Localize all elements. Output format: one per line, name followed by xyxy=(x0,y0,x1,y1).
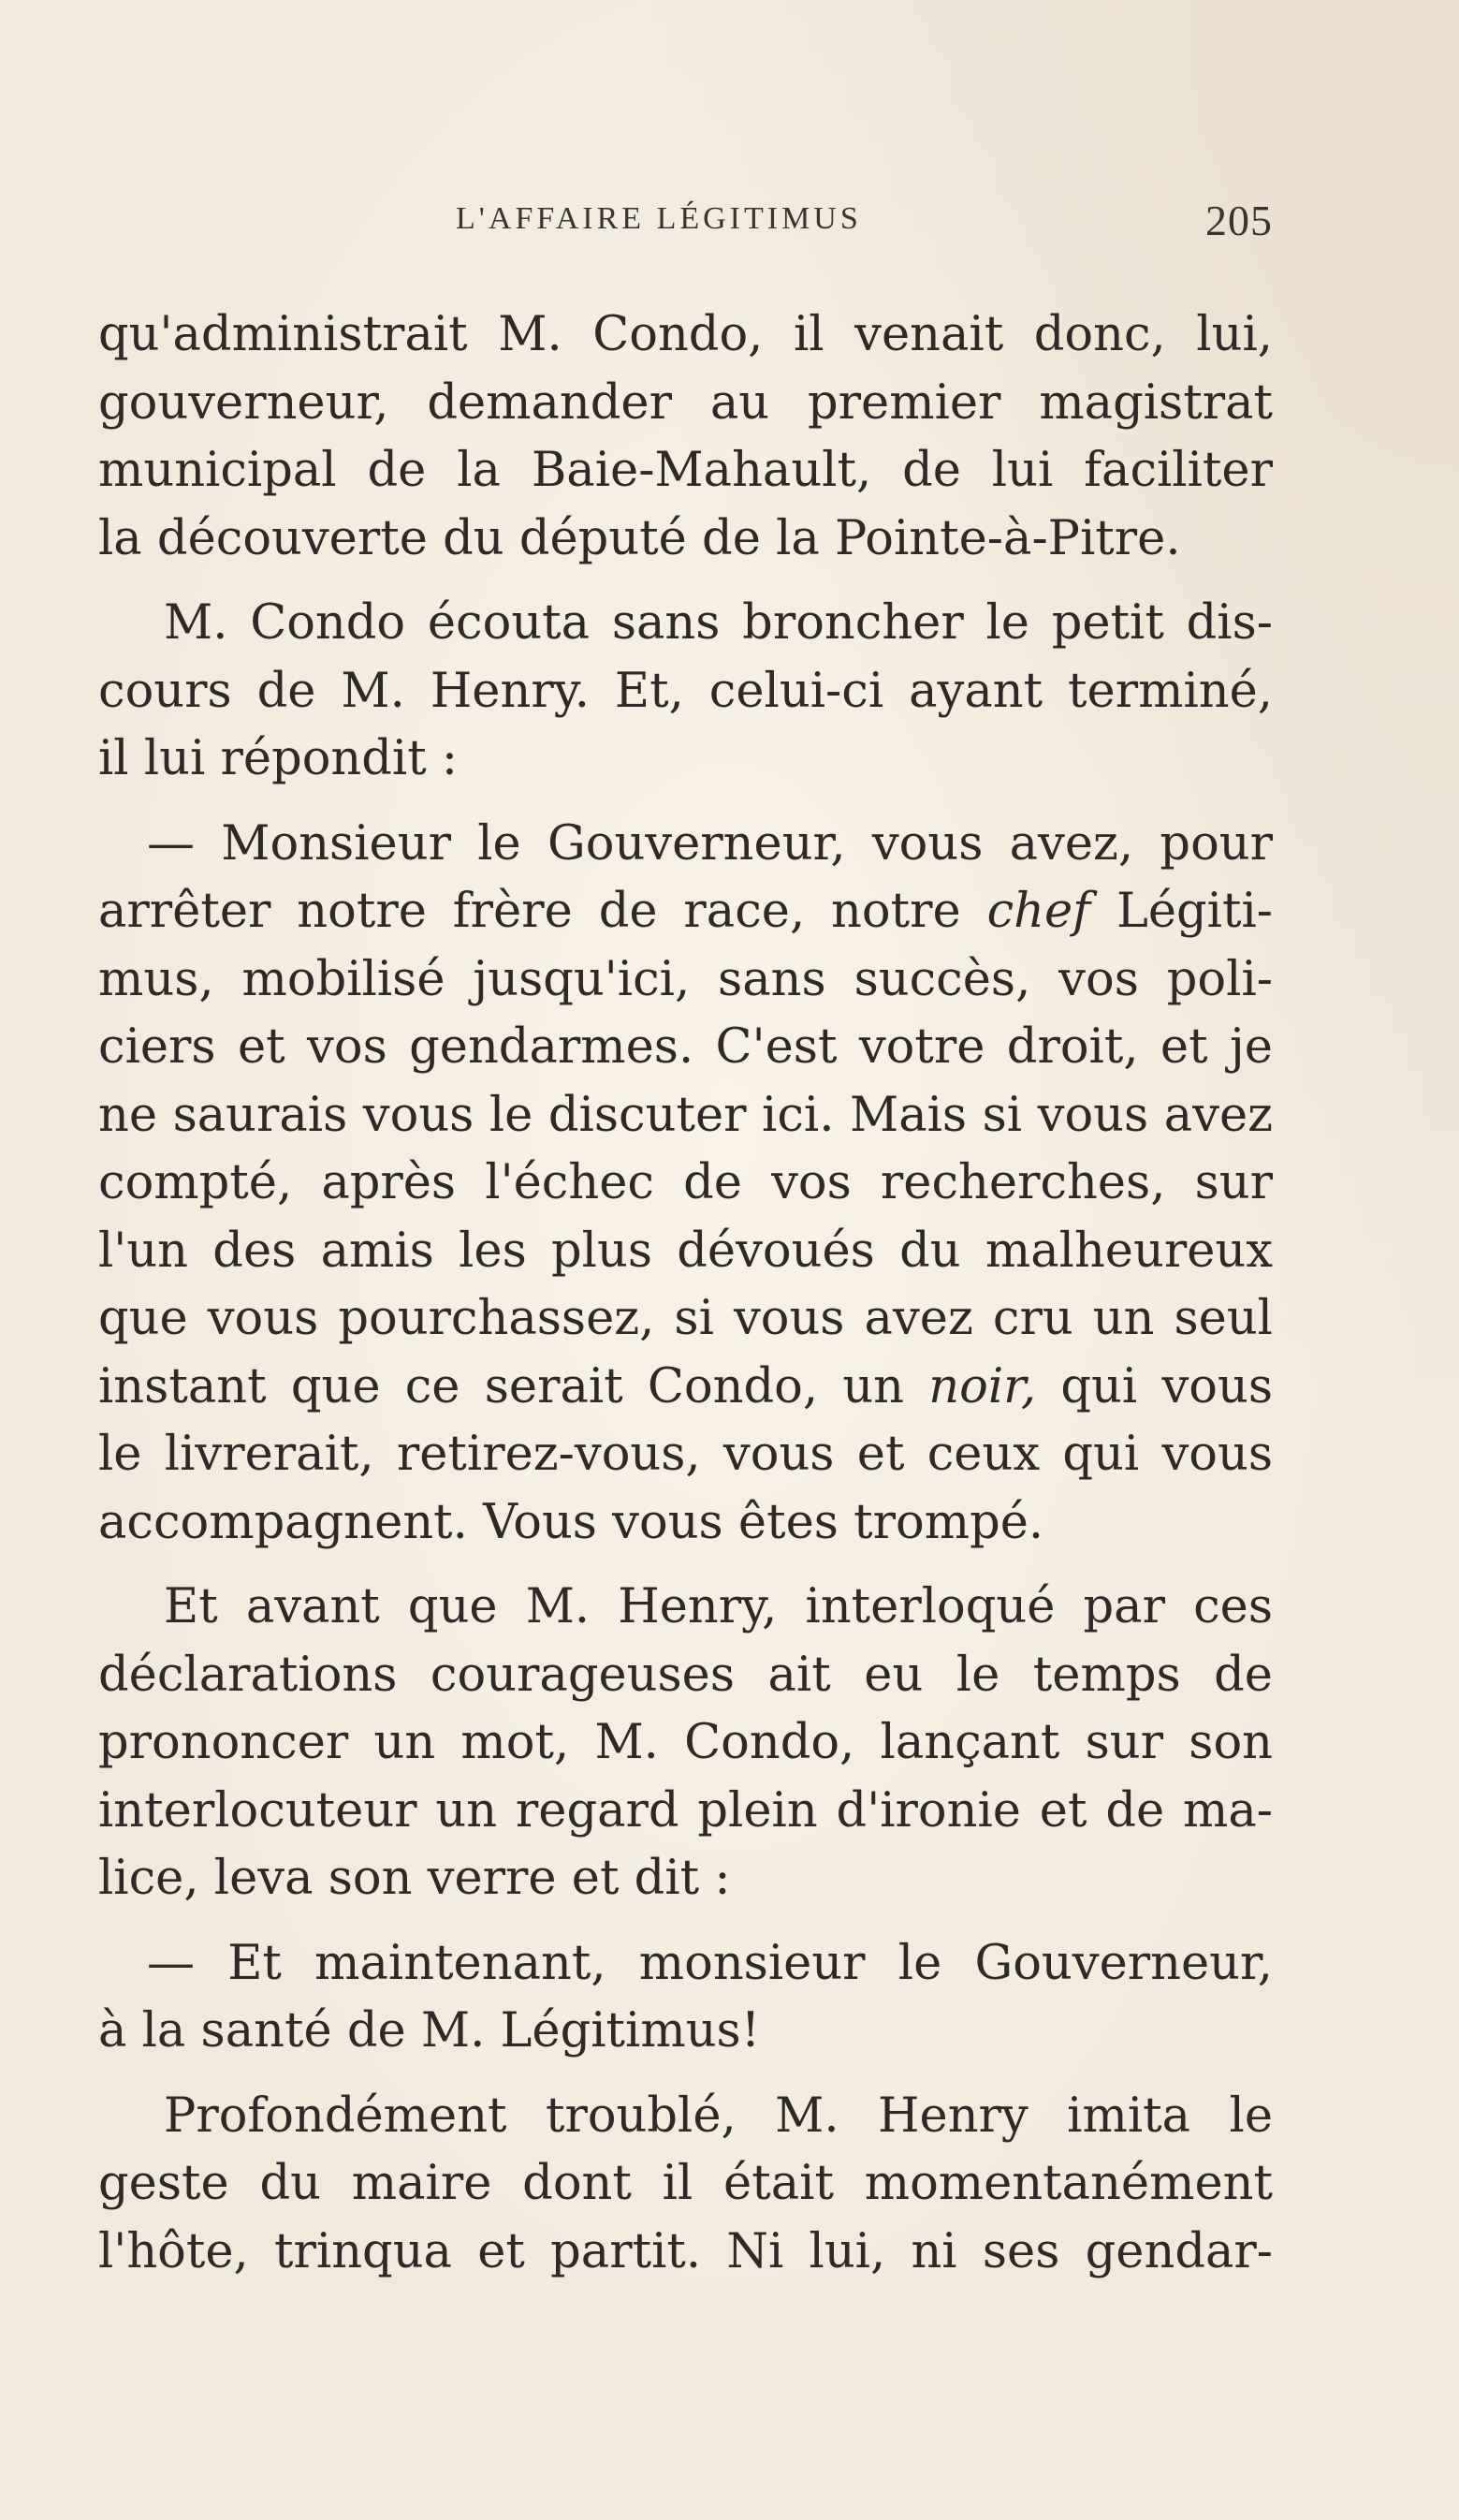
text-line: mus, mobilisé jusqu'ici, sans succès, vos poli- xyxy=(98,951,1273,1007)
text-line: qu'administrait M. Condo, il venait donc, lui, xyxy=(98,307,1273,362)
text-segment: qui vous xyxy=(1060,1358,1273,1414)
text-line: M. Condo écouta sans broncher le petit dis- xyxy=(164,595,1273,651)
text-line: municipal de la Baie-Mahault, de lui faciliter xyxy=(98,443,1273,498)
text-line: — Et maintenant, monsieur le Gouverneur, xyxy=(147,1935,1273,1991)
paragraph xyxy=(98,1930,1273,2066)
text-line: la découverte du député de la Pointe-à-Pitre. xyxy=(98,510,1181,566)
text-line: gouverneur, demander au premier magistrat xyxy=(98,374,1273,431)
text-line: ciers et vos gendarmes. C'est votre droit, et je xyxy=(98,1019,1273,1075)
text-line: à la santé de M. Légitimus! xyxy=(98,2003,761,2058)
text-line: déclarations courageuses ait eu le temps de xyxy=(98,1647,1273,1703)
paragraph xyxy=(98,1574,1273,1913)
text-line: ne saurais vous le discuter ici. Mais si vous avez xyxy=(98,1087,1273,1143)
text-line: prononcer un mot, M. Condo, lançant sur son xyxy=(98,1715,1273,1770)
running-title: L'AFFAIRE LÉGITIMUS xyxy=(456,201,862,236)
text-line: Profondément troublé, M. Henry imita le xyxy=(164,2088,1273,2144)
text-line: lice, leva son verre et dit : xyxy=(98,1851,731,1906)
italic-word: noir, xyxy=(928,1358,1037,1414)
text-line: — Monsieur le Gouverneur, vous avez, pour xyxy=(147,815,1273,872)
body-text xyxy=(98,301,1273,2286)
text-line xyxy=(98,878,1273,946)
paragraph xyxy=(98,2083,1273,2287)
text-segment: Légiti- xyxy=(1116,884,1273,939)
text-line: l'hôte, trinqua et partit. Ni lui, ni ses gendar- xyxy=(98,2223,1273,2279)
paragraph xyxy=(98,811,1273,1558)
text-segment: instant que ce serait Condo, un xyxy=(98,1358,905,1414)
text-line: l'un des amis les plus dévoués du malheureux xyxy=(98,1223,1273,1279)
paragraph xyxy=(98,301,1273,573)
text-line: que vous pourchassez, si vous avez cru un seul xyxy=(98,1291,1273,1346)
page-number: 205 xyxy=(1205,197,1273,244)
text-line: accompagnent. Vous vous êtes trompé. xyxy=(98,1494,1044,1550)
text-line: il lui répondit : xyxy=(98,731,459,786)
text-line: cours de M. Henry. Et, celui-ci ayant terminé, xyxy=(98,663,1273,719)
text-segment: arrêter notre frère de race, notre xyxy=(98,884,961,939)
text-line: geste du maire dont il était momentanément xyxy=(98,2156,1273,2211)
text-line xyxy=(98,1354,1273,1422)
text-line: Et avant que M. Henry, interloqué par ces xyxy=(164,1579,1273,1634)
paragraph xyxy=(98,590,1273,794)
text-line: compté, après l'échec de vos recherches, sur xyxy=(98,1155,1273,1210)
running-head xyxy=(98,197,1273,257)
text-line: le livrerait, retirez-vous, vous et ceux qui vous xyxy=(98,1427,1273,1482)
text-line: interlocuteur un regard plein d'ironie et de ma- xyxy=(98,1782,1273,1839)
italic-word: chef xyxy=(986,884,1091,939)
